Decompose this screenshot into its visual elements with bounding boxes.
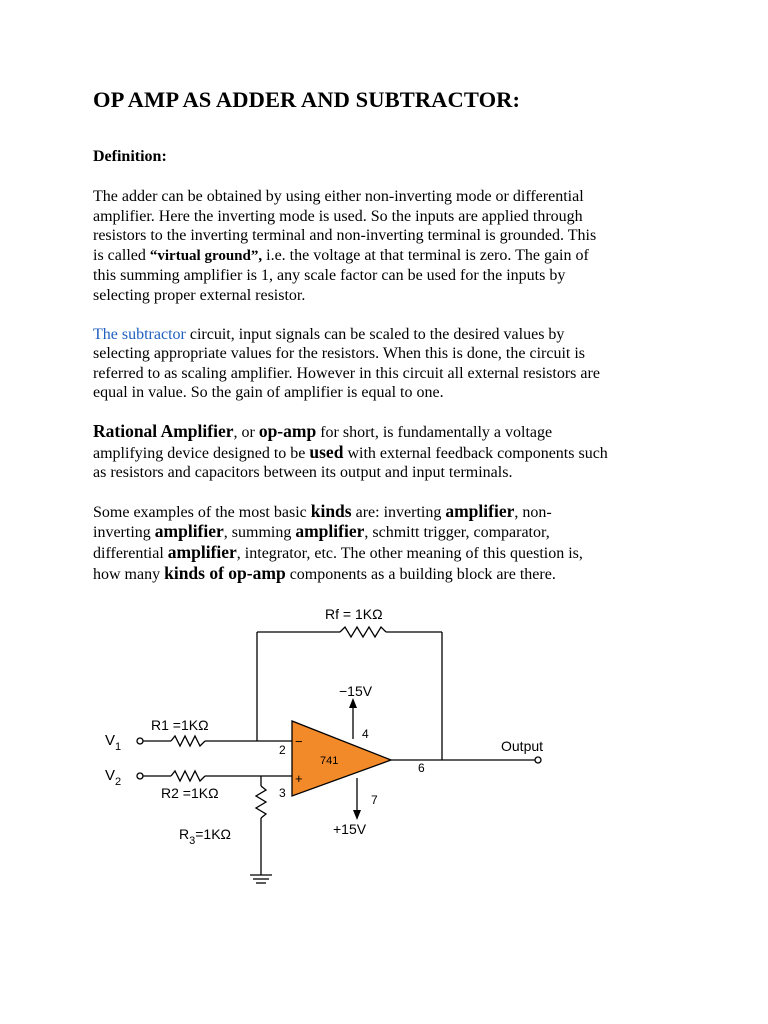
- op-amp-triangle: [292, 721, 391, 796]
- virtual-ground-term: “virtual ground”,: [149, 247, 263, 264]
- text-line: as resistors and capacitors between its output and input terminals.: [93, 464, 513, 482]
- used-term: used: [309, 441, 344, 462]
- neg-supply-arrow: [349, 698, 357, 708]
- text-fragment: components as a building block are there.: [285, 565, 556, 583]
- text-line: i.e. the voltage at that terminal is zero. The gain of: [262, 246, 589, 264]
- op-amp-adder-circuit-diagram: [95, 598, 565, 898]
- pin-7-label: 7: [371, 793, 378, 807]
- amplifier-term: amplifier: [154, 521, 224, 542]
- r1-label: R1 =1KΩ: [151, 717, 209, 733]
- paragraph-subtractor: [93, 325, 683, 403]
- paragraph-adder: [93, 187, 683, 306]
- r3-label: $R_3=1K\Omega$: [179, 826, 232, 847]
- rf-label: Rf = 1KΩ: [325, 606, 383, 622]
- kinds-of-op-amp-term: kinds of op-amp: [164, 562, 286, 583]
- paragraph-rational-amplifier: [93, 422, 683, 483]
- text-line: referred to as scaling amplifier. However in this circuit all external resistors are: [93, 364, 600, 382]
- text-fragment: inverting: [93, 524, 155, 542]
- r2-label: R2 =1KΩ: [161, 785, 219, 801]
- text-fragment: , summing: [223, 524, 296, 542]
- v2-label: $V_2$: [105, 767, 122, 788]
- inverting-input-sign: −: [295, 734, 303, 749]
- text-line: is called: [93, 246, 150, 264]
- text-fragment: with external feedback components such: [343, 444, 608, 462]
- pos-supply-label: +15V: [333, 821, 367, 837]
- pin-2-label: 2: [279, 743, 286, 757]
- neg-supply-label: −15V: [339, 683, 373, 699]
- text-fragment: , integrator, etc. The other meaning of this question is,: [236, 544, 583, 562]
- chip-label: 741: [320, 755, 339, 767]
- text-fragment: for short, is fundamentally a voltage: [316, 423, 553, 441]
- kinds-term: kinds: [310, 500, 352, 521]
- text-fragment: , or: [233, 423, 259, 441]
- rational-amplifier-term: Rational Amplifier: [93, 420, 234, 441]
- paragraph-examples: [93, 502, 683, 584]
- v1-terminal: [137, 738, 143, 744]
- pin-4-label: 4: [362, 727, 369, 741]
- r1-resistor: [171, 736, 205, 746]
- text-line: selecting appropriate values for the resistors. When this is done, the circuit is: [93, 345, 586, 363]
- text-fragment: differential: [93, 544, 168, 562]
- output-terminal: [535, 757, 541, 763]
- amplifier-term: amplifier: [167, 541, 237, 562]
- amplifier-term: amplifier: [295, 521, 365, 542]
- text-fragment: how many: [93, 565, 165, 583]
- r3-resistor: [256, 786, 266, 818]
- text-line: selecting proper external resistor.: [93, 286, 306, 304]
- v1-label: $V_1$: [105, 732, 122, 753]
- text-fragment: amplifying device designed to be: [93, 444, 310, 462]
- pos-supply-arrow: [353, 810, 361, 820]
- amplifier-term: amplifier: [445, 500, 515, 521]
- text-fragment: , schmitt trigger, comparator,: [364, 524, 550, 542]
- v2-terminal: [137, 773, 143, 779]
- text-line: this summing amplifier is 1, any scale factor can be used for the inputs by: [93, 267, 566, 285]
- text-fragment: Some examples of the most basic: [93, 503, 311, 521]
- rf-resistor: [340, 627, 386, 637]
- definition-heading: Definition:: [93, 148, 167, 165]
- page-title: OP AMP AS ADDER AND SUBTRACTOR:: [93, 87, 521, 112]
- output-label: Output: [501, 738, 544, 754]
- text-fragment: are: inverting: [351, 503, 446, 521]
- text-fragment: , non-: [514, 503, 552, 521]
- document-body: [93, 86, 683, 584]
- text-line: The adder can be obtained by using either non-inverting mode or differential: [93, 188, 584, 205]
- r2-resistor: [171, 771, 205, 781]
- pin-6-label: 6: [418, 761, 425, 775]
- subtractor-link[interactable]: The subtractor: [93, 325, 186, 343]
- pin-3-label: 3: [279, 786, 286, 800]
- text-line: circuit, input signals can be scaled to the desired values by: [185, 325, 565, 343]
- text-line: equal in value. So the gain of amplifier is equal to one.: [93, 384, 444, 402]
- op-amp-term: op-amp: [258, 420, 317, 441]
- text-line: resistors to the inverting terminal and non-inverting terminal is grounded. This: [93, 227, 597, 245]
- text-line: amplifier. Here the inverting mode is used. So the inputs are applied through: [93, 207, 583, 225]
- non-inverting-input-sign: +: [295, 771, 303, 786]
